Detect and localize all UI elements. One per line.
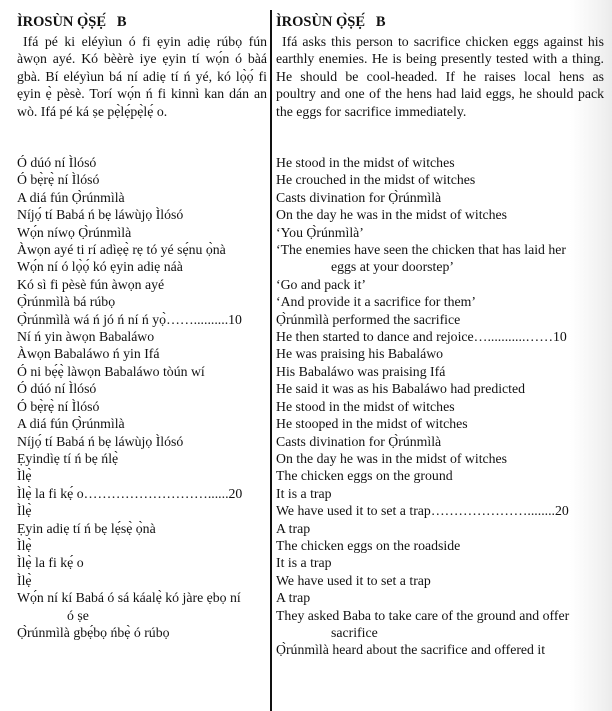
verse-line bbox=[17, 433, 242, 450]
verse-line bbox=[17, 171, 242, 188]
verse-text: He was praising his Babaláwo bbox=[276, 346, 444, 362]
verse-text: They asked Baba to take care of the ground and offer bbox=[276, 607, 570, 623]
verse-line bbox=[17, 450, 242, 467]
verse-text: Ìlẹ̀ bbox=[17, 468, 32, 484]
verse-text: Ìlẹ̀ bbox=[17, 537, 32, 553]
verse-text: Ọ̀rúnmìlà heard about the sacrifice and offered it bbox=[276, 642, 546, 658]
verse-text: Ó dúó ní Ìlósó bbox=[17, 381, 97, 397]
verse-text: ‘The enemies have seen the chicken that has laid her bbox=[276, 242, 566, 258]
english-summary: Ifá asks this person to sacrifice chicken eggs against his earthly enemies. He is being presently tested with a thing. He should be cool-headed. If he raises local hens as poultry and one of the hens had laid eggs, he should pack the eggs for sacrifice immediately. bbox=[276, 34, 604, 119]
verse-text: On the day he was in the midst of witches bbox=[276, 207, 508, 223]
verse-line bbox=[276, 589, 569, 606]
yoruba-title: ÌROSÙN Ọ̀ṢẸ́ B bbox=[17, 14, 127, 30]
verse-text: He stood in the midst of witches bbox=[276, 398, 455, 414]
verse-text: Kó sì fi pèsè fún àwọn ayé bbox=[17, 276, 165, 292]
verse-line bbox=[17, 554, 242, 571]
verse-line bbox=[17, 311, 242, 328]
verse-line bbox=[276, 537, 569, 554]
verse-line bbox=[17, 328, 242, 345]
column-divider bbox=[270, 10, 272, 711]
verse-line bbox=[17, 589, 242, 624]
verse-text: Àwọn Babaláwo ń yin Ifá bbox=[17, 346, 160, 362]
verse-text: Ọ̀rúnmìlà performed the sacrifice bbox=[276, 311, 461, 327]
verse-text: Ìlẹ̀ bbox=[17, 572, 32, 588]
verse-line bbox=[276, 206, 569, 223]
verse-line bbox=[276, 433, 569, 450]
english-verses bbox=[276, 154, 569, 659]
verse-line bbox=[17, 363, 242, 380]
verse-text: We have used it to set a trap bbox=[276, 572, 431, 588]
verse-line bbox=[276, 224, 569, 241]
verse-line bbox=[17, 241, 242, 258]
verse-text: Àwọn ayé ti rí adìẹẹ̀ rẹ tó yé sẹ́nu ọ̀nà bbox=[17, 242, 226, 258]
english-title: ÌROSÙN Ọ̀ṢẸ́ B bbox=[276, 14, 386, 30]
verse-line bbox=[17, 154, 242, 171]
verse-line bbox=[17, 624, 242, 641]
yoruba-verses bbox=[17, 154, 242, 641]
verse-text: ‘And provide it a sacrifice for them’ bbox=[276, 294, 476, 310]
verse-text: Ó ni bẹ́ẹ̀ làwọn Babaláwo tòún wí bbox=[17, 363, 205, 379]
verse-text: A trap bbox=[276, 520, 311, 536]
verse-text: Casts divination for Ọ̀rúnmìlà bbox=[276, 433, 442, 449]
yoruba-summary: Ifá pé ki eléyìun ó fi ẹyin adiẹ rúbọ fún àwọn ayé. Kó bèèrè iye ẹyin tí wọ́n ó bàá gbà. Bí eléyìun bá ní adiẹ tí ń yé, kó lọ̀ọ́ fi ẹyin ẹ̀ pèsè. Torí wọ́n ń fi kinnì kan dán an wò. Ifá pé ká ṣe pẹ̀lẹ́pẹ̀lẹ́ o. bbox=[17, 34, 267, 119]
verse-line bbox=[17, 467, 242, 484]
verse-text: A diá fún Ọ̀rúnmìlà bbox=[17, 416, 125, 432]
verse-line bbox=[276, 415, 569, 432]
verse-text: Wọ́n ní kí Babá ó sá káalẹ̀ kó jàre ẹbọ ní bbox=[17, 590, 241, 606]
verse-text: It is a trap bbox=[276, 555, 332, 571]
verse-line bbox=[276, 328, 569, 345]
verse-line bbox=[17, 293, 242, 310]
verse-line bbox=[276, 485, 569, 502]
verse-text: Ìlẹ̀ bbox=[17, 503, 32, 519]
verse-line bbox=[276, 641, 569, 658]
verse-line bbox=[17, 572, 242, 589]
verse-text: Ìlẹ̀ la fi kẹ́ o………………………......20 bbox=[17, 485, 243, 501]
verse-line bbox=[17, 502, 242, 519]
verse-text: He then started to dance and rejoice…...........……10 bbox=[276, 329, 567, 345]
verse-text: Ọ̀rúnmìlà gbẹ́bọ ńbẹ̀ ó rúbọ bbox=[17, 624, 170, 640]
verse-line bbox=[17, 276, 242, 293]
verse-line bbox=[276, 467, 569, 484]
verse-text: ‘You Ọ̀rúnmìlà’ bbox=[276, 224, 364, 240]
verse-text: It is a trap bbox=[276, 485, 332, 501]
verse-line bbox=[276, 502, 569, 519]
verse-line bbox=[17, 345, 242, 362]
verse-text: His Babaláwo was praising Ifá bbox=[276, 363, 446, 379]
verse-continuation: sacrifice bbox=[331, 624, 378, 640]
verse-line bbox=[276, 189, 569, 206]
verse-text: Níjọ́ tí Babá ń bẹ láwùjọ Ìlósó bbox=[17, 433, 184, 449]
verse-text: Ẹyindìẹ tí ń bẹ ńlẹ̀ bbox=[17, 450, 119, 466]
verse-text: A diá fún Ọ̀rúnmìlà bbox=[17, 189, 125, 205]
verse-text: The chicken eggs on the roadside bbox=[276, 537, 461, 553]
verse-text: Ó bẹ̀rẹ̀ ní Ìlósó bbox=[17, 398, 100, 414]
verse-line bbox=[17, 520, 242, 537]
verse-text: He stood in the midst of witches bbox=[276, 155, 455, 170]
verse-text: He crouched in the midst of witches bbox=[276, 172, 476, 188]
verse-text: Ó dúó ní Ìlósó bbox=[17, 155, 97, 170]
verse-line bbox=[276, 363, 569, 380]
verse-text: Ọ̀rúnmìlà wá ń jó ń ní ń yọ̀……..........10 bbox=[17, 311, 242, 327]
verse-text: Wọ́n ní ó lọ̀ọ́ kó ẹyin adiẹ náà bbox=[17, 259, 183, 275]
verse-text: He said it was as his Babaláwo had predicted bbox=[276, 381, 526, 397]
verse-text: Ó bẹ̀rẹ̀ ní Ìlósó bbox=[17, 172, 100, 188]
verse-line bbox=[276, 520, 569, 537]
verse-line bbox=[276, 311, 569, 328]
verse-text: Casts divination for Ọ̀rúnmìlà bbox=[276, 189, 442, 205]
verse-line bbox=[276, 171, 569, 188]
verse-line bbox=[276, 450, 569, 467]
verse-text: A trap bbox=[276, 590, 311, 606]
verse-text: We have used it to set a trap…………………........20 bbox=[276, 503, 569, 519]
verse-line bbox=[17, 485, 242, 502]
verse-text: ‘Go and pack it’ bbox=[276, 276, 367, 292]
verse-text: On the day he was in the midst of witches bbox=[276, 450, 508, 466]
verse-line bbox=[17, 206, 242, 223]
verse-line bbox=[17, 398, 242, 415]
verse-line bbox=[276, 554, 569, 571]
verse-text: Níjọ́ tí Babá ń bẹ láwùjọ Ìlósó bbox=[17, 207, 184, 223]
verse-continuation: eggs at your doorstep’ bbox=[331, 259, 454, 275]
verse-line bbox=[17, 189, 242, 206]
verse-line bbox=[17, 415, 242, 432]
verse-continuation: ó ṣe bbox=[67, 607, 89, 623]
verse-line bbox=[17, 537, 242, 554]
verse-text: Wọ́n níwọ Ọ̀rúnmìlà bbox=[17, 224, 132, 240]
verse-line bbox=[276, 380, 569, 397]
verse-text: Ọ̀rúnmìlà bá rúbọ bbox=[17, 294, 116, 310]
verse-line bbox=[17, 224, 242, 241]
verse-text: Ìlẹ̀ la fi kẹ́ o bbox=[17, 555, 84, 571]
verse-text: He stooped in the midst of witches bbox=[276, 416, 468, 432]
verse-line bbox=[276, 345, 569, 362]
verse-line bbox=[276, 572, 569, 589]
verse-line bbox=[276, 241, 569, 276]
verse-line bbox=[17, 258, 242, 275]
verse-line bbox=[276, 398, 569, 415]
verse-line bbox=[276, 607, 569, 642]
verse-line bbox=[17, 380, 242, 397]
verse-line bbox=[276, 293, 569, 310]
verse-line bbox=[276, 154, 569, 171]
verse-line bbox=[276, 276, 569, 293]
verse-text: Ẹyin adiẹ tí ń bẹ lẹ́sẹ̀ ọ̀nà bbox=[17, 520, 156, 536]
verse-text: Ní ń yin àwọn Babaláwo bbox=[17, 329, 155, 345]
verse-text: The chicken eggs on the ground bbox=[276, 468, 453, 484]
